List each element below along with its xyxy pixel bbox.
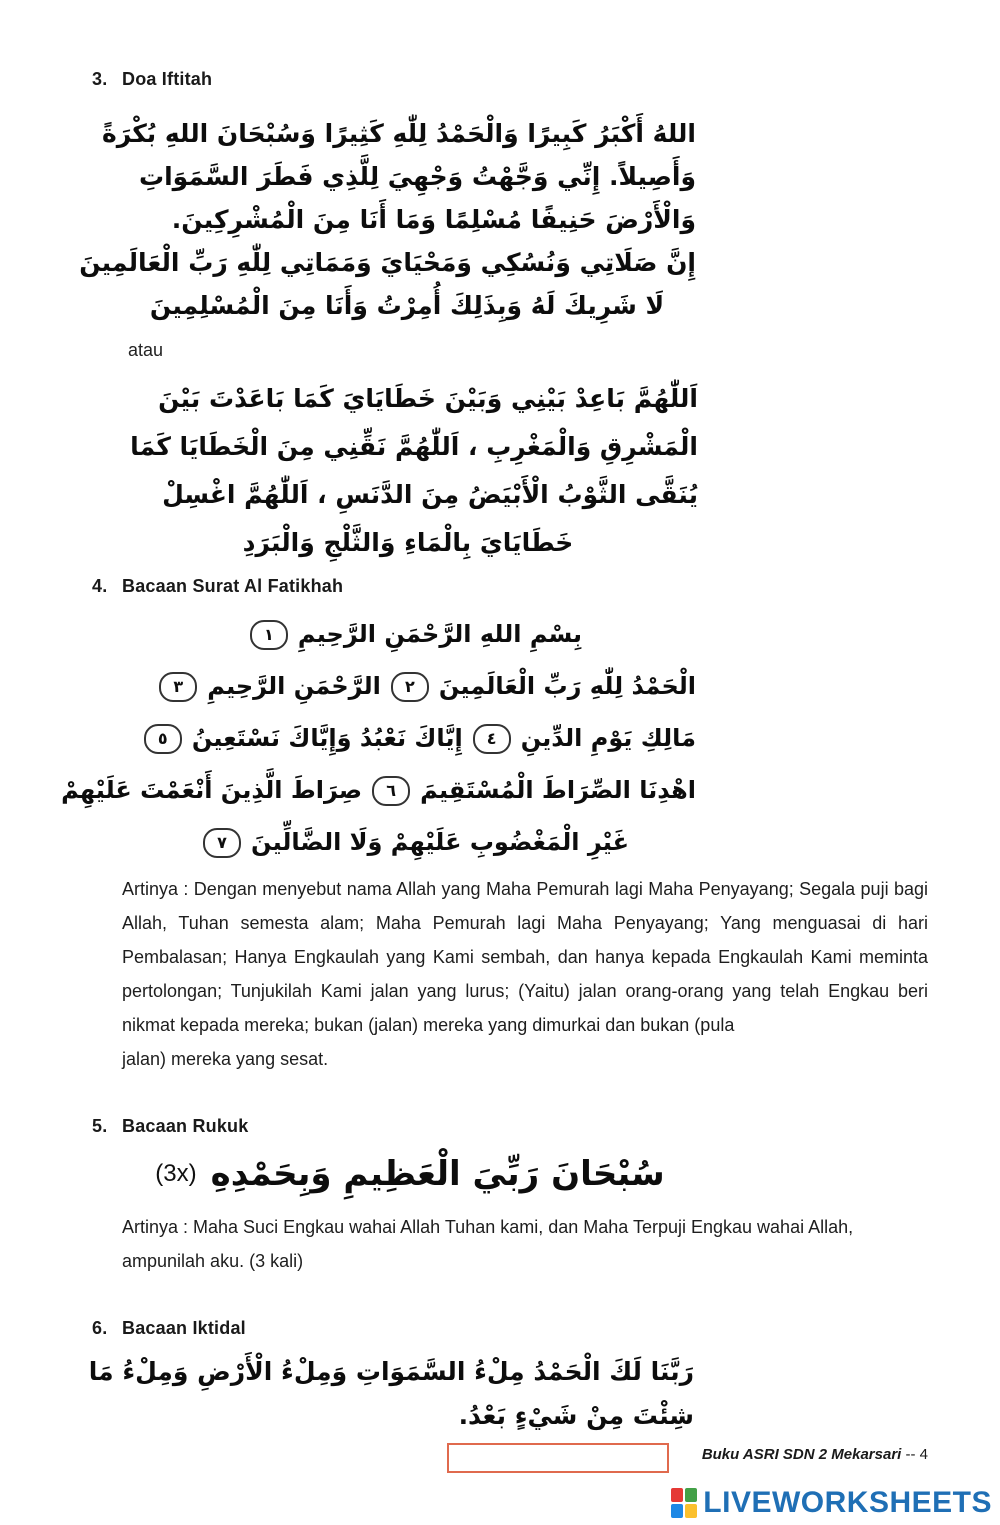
verse-line	[126, 816, 696, 868]
verse-text: إِيَّاكَ نَعْبُدُ وَإِيَّاكَ نَسْتَعِينُ	[191, 724, 463, 752]
ayah-marker: ٤	[473, 724, 511, 754]
verse-line	[61, 764, 696, 816]
page-number: -- 4	[905, 1446, 928, 1463]
arabic-line: لَا شَرِيكَ لَهُ وَبِذَلِكَ أُمِرْتُ وَأَنَا مِنَ الْمُسْلِمِينَ	[149, 291, 665, 320]
ayah-marker: ٣	[159, 672, 197, 702]
verse-text: بِسْمِ اللهِ الرَّحْمَنِ الرَّحِيمِ	[297, 620, 583, 648]
brand-name: LIVEWORKSHEETS	[703, 1486, 992, 1519]
ayah-marker: ٥	[144, 724, 182, 754]
ayah-marker: ١	[250, 620, 288, 650]
repeat-count: (3x)	[155, 1160, 197, 1187]
section-number: 4.	[92, 576, 108, 596]
arabic-line: إِنَّ صَلَاتِي وَنُسُكِي وَمَحْيَايَ وَمَمَاتِي لِلّٰهِ رَبِّ الْعَالَمِينَ	[79, 248, 696, 277]
meaning-text: Artinya : Maha Suci Engkau wahai Allah Tuhan kami, dan Maha Terpuji Engkau wahai Allah,	[122, 1217, 854, 1237]
iktidal-arabic	[88, 1350, 694, 1438]
ayah-marker: ٦	[372, 776, 410, 806]
section-number: 5.	[92, 1116, 108, 1136]
section-6-heading	[92, 1318, 246, 1339]
verse-text: صِرَاطَ الَّذِينَ أَنْعَمْتَ عَلَيْهِمْ	[61, 776, 363, 804]
arabic-line: يُنَقَّى الثَّوْبُ الْأَبْيَضُ مِنَ الدَّنَسِ ، اَللّٰهُمَّ اغْسِلْ	[162, 480, 698, 509]
meaning-text-last: ampunilah aku. (3 kali)	[122, 1251, 304, 1271]
liveworksheets-logo-icon	[671, 1488, 697, 1518]
book-title: Buku ASRI SDN 2 Mekarsari	[701, 1446, 902, 1463]
section-number: 6.	[92, 1318, 108, 1338]
verse-text: غَيْرِ الْمَغْضُوبِ عَلَيْهِمْ وَلَا الضَّالِّينَ	[251, 828, 629, 856]
rukuk-arabic-row	[140, 1148, 680, 1200]
arabic-line: وَأَصِيلاً. إِنِّي وَجَّهْتُ وَجْهِيَ لِلَّذِي فَطَرَ السَّمَوَاتِ	[138, 162, 696, 191]
arabic-line: اللهُ أَكْبَرُ كَبِيرًا وَالْحَمْدُ لِلّٰهِ كَثِيرًا وَسُبْحَانَ اللهِ بُكْرَةً	[101, 119, 696, 148]
page-footer	[702, 1446, 928, 1463]
rukuk-arabic: سُبْحَانَ رَبِّيَ الْعَظِيمِ وَبِحَمْدِهِ	[210, 1154, 665, 1194]
arabic-line: رَبَّنَا لَكَ الْحَمْدُ مِلْءُ السَّمَوَاتِ وَمِلْءُ الْأَرْضِ وَمِلْءُ مَا	[88, 1357, 694, 1386]
verse-line	[126, 608, 696, 660]
section-4-heading	[92, 576, 343, 597]
iftitah-arabic-b	[118, 375, 698, 567]
section-3-heading	[92, 69, 212, 90]
ayah-marker: ٧	[203, 828, 241, 858]
verse-line	[126, 712, 696, 764]
arabic-line: شِئْتَ مِنْ شَيْءٍ بَعْدُ.	[458, 1401, 694, 1430]
answer-input-box[interactable]	[447, 1443, 669, 1473]
rukuk-meaning	[122, 1210, 928, 1278]
meaning-text-last: jalan) mereka yang sesat.	[122, 1049, 329, 1069]
section-title: Bacaan Surat Al Fatikhah	[122, 576, 344, 596]
fatihah-arabic	[61, 608, 696, 868]
iftitah-arabic-a	[79, 112, 696, 327]
fatihah-meaning	[122, 872, 928, 1076]
verse-text: اهْدِنَا الصِّرَاطَ الْمُسْتَقِيمَ	[420, 776, 696, 804]
section-number: 3.	[92, 69, 108, 89]
section-5-heading	[92, 1116, 248, 1137]
connector-text: atau	[128, 340, 164, 360]
section-title: Bacaan Rukuk	[122, 1116, 249, 1136]
arabic-line: اَللّٰهُمَّ بَاعِدْ بَيْنِي وَبَيْنَ خَطَايَايَ كَمَا بَاعَدْتَ بَيْنَ	[158, 384, 698, 413]
verse-text: الرَّحْمَنِ الرَّحِيمِ	[207, 672, 381, 700]
liveworksheets-brand[interactable]	[671, 1484, 992, 1522]
meaning-text: Artinya : Dengan menyebut nama Allah yang Maha Pemurah lagi Maha Penyayang; Segala puji bagi Allah, Tuhan semesta alam; Maha Pemurah lagi Maha Penyayang; Yang menguasai di hari Pembalasan; Hanya Engkaulah yang Kami sembah, dan hanya kepada Engkaulah Kami meminta pertolongan; Tunjukilah Kami jalan yang lurus; (Yaitu) jalan orang-orang yang telah Engkau beri nikmat kepada mereka; bukan (jalan) mereka yang dimurkai dan bukan (pula	[122, 879, 928, 1035]
section-title: Bacaan Iktidal	[122, 1318, 246, 1338]
arabic-line: وَالْأَرْضَ حَنِيفًا مُسْلِمًا وَمَا أَنَا مِنَ الْمُشْرِكِينَ.	[171, 205, 696, 234]
arabic-line: الْمَشْرِقِ وَالْمَغْرِبِ ، اَللّٰهُمَّ نَقِّنِي مِنَ الْخَطَايَا كَمَا	[130, 432, 698, 461]
verse-line	[126, 660, 696, 712]
verse-text: الْحَمْدُ لِلّٰهِ رَبِّ الْعَالَمِينَ	[438, 672, 696, 700]
verse-text: مَالِكِ يَوْمِ الدِّينِ	[520, 724, 696, 752]
section-title: Doa Iftitah	[122, 69, 213, 89]
arabic-line: خَطَايَايَ بِالْمَاءِ وَالثَّلْجِ وَالْبَرَدِ	[242, 528, 574, 557]
ayah-marker: ٢	[391, 672, 429, 702]
